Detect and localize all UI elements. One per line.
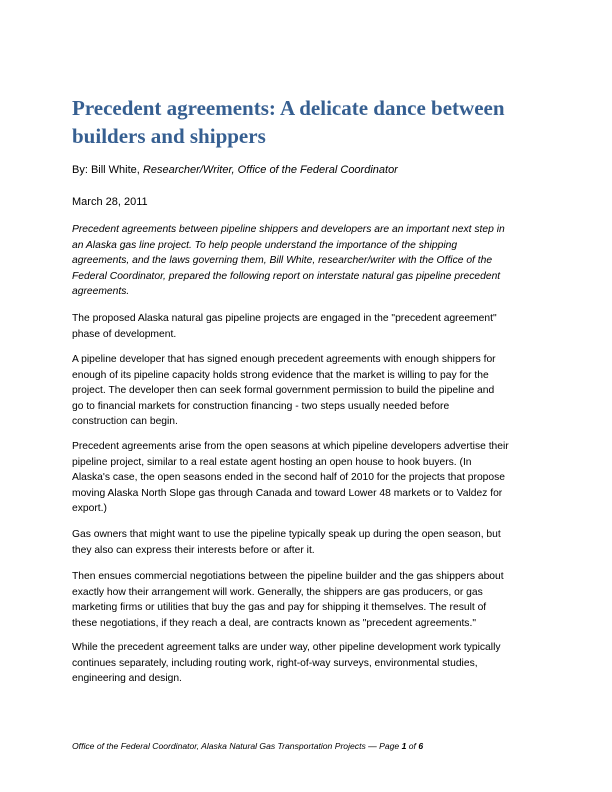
body-paragraph [72,352,548,430]
paragraph-line: phase of development. [72,328,177,340]
paragraph-line: Federal Coordinator, prepared the following report on interstate natural gas pipeline precedent [72,270,501,282]
document-title [72,94,542,150]
body-paragraph [72,640,548,687]
paragraph-line: Precedent agreements arise from the open seasons at which pipeline developers advertise their [72,441,509,452]
paragraph-line: The proposed Alaska natural gas pipeline projects are engaged in the "precedent agreement" [72,313,497,324]
body-paragraph [72,439,548,517]
paragraph-line: project. The developer then can seek formal government permission to build the pipeline and [72,385,495,397]
paragraph-line: these negotiations, if they reach a deal, are contracts known as "precedent agreements." [72,617,476,629]
paragraph-line: agreements, and the laws governing them, Bill White, researcher/writer with the Office of the [72,255,493,267]
footer-page-total: 6 [418,741,424,751]
paragraph-line: export.) [72,503,107,515]
paragraph-line: Alaska's case, the open seasons ended in the second half of 2010 for the projects that propose [72,472,506,484]
body-paragraph [72,311,548,342]
footer-page-label: Page [379,741,400,751]
body-paragraph [72,527,548,558]
byline [72,163,398,177]
paragraph-line: construction can begin. [72,416,178,428]
paragraph-line: they also can express their interests before or after it. [72,544,315,556]
paragraph-line: marketing firms or utilities that buy the gas and pay for shipping it themselves. The result of [72,602,487,614]
title-line-1: Precedent agreements: A delicate dance between [72,96,505,120]
paragraph-line: engineering and design. [72,673,182,685]
paragraph-line: agreements. [72,286,130,298]
title-line-2: builders and shippers [72,124,266,148]
paragraph-line: moving Alaska North Slope gas through Canada and toward Lower 48 markets or to Valdez for [72,487,503,499]
paragraph-line: exactly how their arrangement will work. Generally, the shippers are gas producers, or gas [72,586,483,598]
intro-paragraph [72,222,548,300]
paragraph-line: continues separately, including routing work, right-of-way surveys, environmental studies, [72,657,478,669]
footer-of-label: of [408,741,416,751]
publication-date: March 28, 2011 [72,196,148,208]
footer-page-number: 1 [401,741,407,751]
footer-text: Office of the Federal Coordinator, Alaska Natural Gas Transportation Projects — [72,741,380,751]
paragraph-line: Then ensues commercial negotiations between the pipeline builder and the gas shippers about [72,571,504,582]
paragraph-line: enough of its pipeline capacity holds strong evidence that the market is willing to pay for the [72,369,489,381]
byline-role: Researcher/Writer, Office of the Federal Coordinator [142,164,398,176]
paragraph-line: Gas owners that might want to use the pipeline typically speak up during the open season, but [72,529,501,540]
body-paragraph [72,569,548,631]
paragraph-line: While the precedent agreement talks are under way, other pipeline development work typically [72,642,501,653]
paragraph-line: A pipeline developer that has signed enough precedent agreements with enough shippers for [72,354,496,365]
paragraph-line: go to financial markets for construction financing - two steps usually needed before [72,400,450,412]
paragraph-line: an Alaska gas line project. To help people understand the importance of the shipping [72,239,458,251]
byline-prefix: By: Bill White, [72,164,143,176]
paragraph-line: pipeline project, similar to a real estate agent hosting an open house to hook buyers. (In [72,456,472,468]
paragraph-line: Precedent agreements between pipeline shippers and developers are an important next step in [72,224,505,235]
page-footer [72,740,423,752]
